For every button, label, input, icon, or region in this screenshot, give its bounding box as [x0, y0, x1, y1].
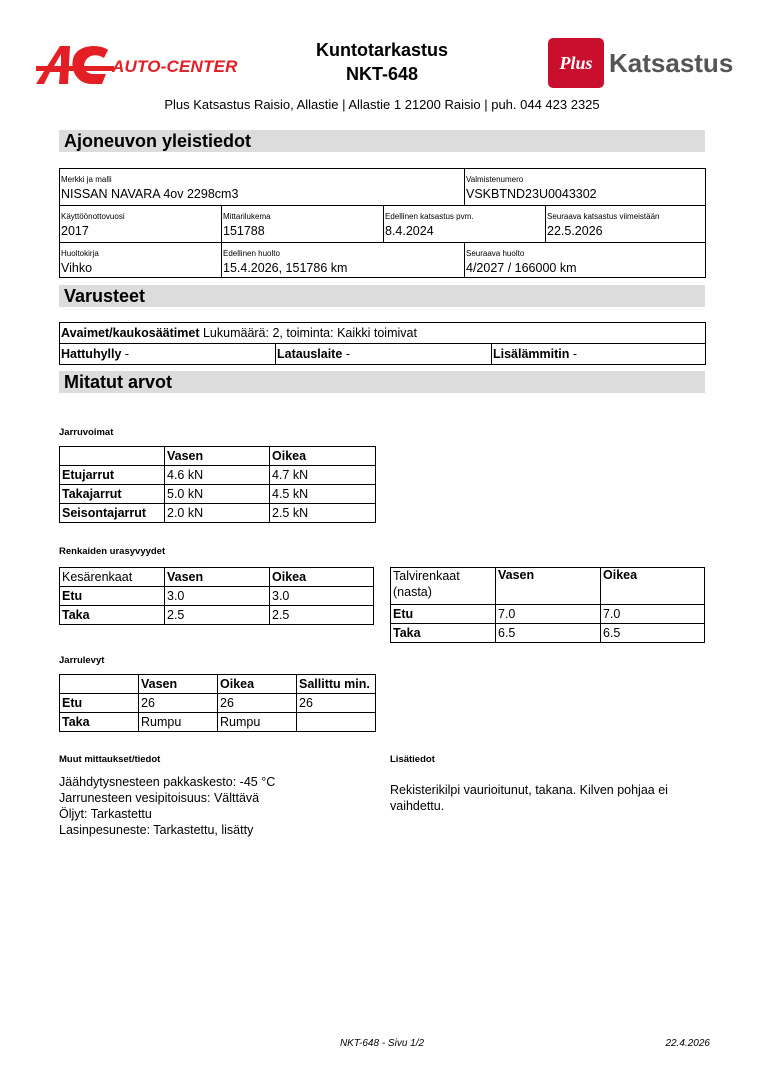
other-measurement-line: Jarrunesteen vesipitoisuus: Välttävä: [59, 791, 260, 805]
odometer-cell: [221, 206, 383, 242]
value-right: 3.0: [270, 587, 374, 606]
table-row: [391, 568, 705, 605]
make-cell: [60, 169, 464, 205]
col-right-header: Oikea: [601, 568, 705, 605]
extra-info-title: Lisätiedot: [390, 754, 435, 765]
document-title: Kuntotarkastus: [315, 40, 449, 60]
value-min: [297, 713, 376, 732]
winter-tires-name-line2: (nasta): [393, 585, 432, 599]
value-left: 2.5: [165, 606, 270, 625]
col-min-header: Sallittu min.: [297, 675, 376, 694]
equipment-row-keys: [60, 323, 705, 343]
hat-shelf-cell: [60, 344, 275, 364]
value-left: 4.6 kN: [165, 466, 270, 485]
col-left-header: Vasen: [139, 675, 218, 694]
plus-badge: Plus: [548, 38, 604, 88]
next-service-value: 4/2027 / 166000 km: [466, 261, 577, 275]
value-left: Rumpu: [139, 713, 218, 732]
next-inspection-value: 22.5.2026: [547, 224, 603, 238]
col-right-header: Oikea: [270, 447, 376, 466]
keys-cell: [60, 323, 417, 343]
service-book-label: Huoltokirja: [61, 249, 99, 258]
value-right: 4.7 kN: [270, 466, 376, 485]
keys-value: Lukumäärä: 2, toiminta: Kaikki toimivat: [199, 326, 417, 340]
value-right: 6.5: [601, 624, 705, 643]
tires-title: Renkaiden urasyvyydet: [59, 546, 166, 557]
value-right: Rumpu: [218, 713, 297, 732]
plus-katsastus-logo: [546, 38, 734, 90]
plus-logo-text: Katsastus: [609, 48, 734, 78]
make-value: NISSAN NAVARA 4ov 2298cm3: [61, 187, 239, 201]
table-row: [60, 694, 376, 713]
next-inspection-label: Seuraava katsastus viimeistään: [547, 212, 660, 221]
other-measurement-line: Öljyt: Tarkastettu: [59, 807, 152, 821]
vehicle-info-grid: [59, 168, 706, 278]
brake-discs-table: [59, 674, 376, 732]
row-name: Taka: [60, 713, 139, 732]
row-name: Etujarrut: [60, 466, 165, 485]
info-row-3: [60, 242, 705, 277]
auto-center-logo: [36, 44, 238, 86]
col-right-header: Oikea: [218, 675, 297, 694]
make-label: Merkki ja malli: [61, 175, 112, 184]
col-left-header: Vasen: [165, 447, 270, 466]
table-row: [60, 485, 376, 504]
footer-date: 22.4.2026: [665, 1038, 710, 1049]
summer-tires-table: [59, 567, 374, 625]
equipment-grid: [59, 322, 706, 365]
winter-tires-name-line1: Talvirenkaat: [393, 569, 460, 583]
brakes-title: Jarruvoimat: [59, 427, 114, 438]
table-row: [60, 587, 374, 606]
section-vehicle-title: Ajoneuvon yleistiedot: [59, 130, 705, 152]
prev-service-value: 15.4.2026, 151786 km: [223, 261, 348, 275]
table-cell-empty: [60, 675, 139, 694]
value-left: 2.0 kN: [165, 504, 270, 523]
service-book-value: Vihko: [61, 261, 93, 275]
next-inspection-cell: [545, 206, 704, 242]
row-name: Etu: [391, 605, 496, 624]
col-left-header: Vasen: [165, 568, 270, 587]
value-right: 4.5 kN: [270, 485, 376, 504]
value-left: 6.5: [496, 624, 601, 643]
year-cell: [60, 206, 221, 242]
value-left: 3.0: [165, 587, 270, 606]
col-left-header: Vasen: [496, 568, 601, 605]
equipment-row-items: [60, 343, 705, 364]
info-row-2: [60, 205, 705, 242]
next-service-cell: [464, 243, 704, 277]
vin-value: VSKBTND23U0043302: [466, 187, 597, 201]
value-right: 2.5: [270, 606, 374, 625]
section-measured-title: Mitatut arvot: [59, 371, 705, 393]
table-cell-empty: [60, 447, 165, 466]
heater-value: -: [569, 347, 578, 361]
summer-tires-name: Kesärenkaat: [60, 568, 165, 587]
hat-shelf-label: Hattuhylly: [61, 347, 122, 361]
heater-cell: [491, 344, 704, 364]
value-right: 2.5 kN: [270, 504, 376, 523]
brake-forces-table: [59, 446, 376, 523]
odometer-value: 151788: [223, 224, 265, 238]
prev-inspection-label: Edellinen katsastus pvm.: [385, 212, 474, 221]
vin-cell: [464, 169, 704, 205]
value-min: 26: [297, 694, 376, 713]
service-book-cell: [60, 243, 221, 277]
section-equipment-title: Varusteet: [59, 285, 705, 307]
other-measurements-title: Muut mittaukset/tiedot: [59, 754, 161, 765]
year-value: 2017: [61, 224, 89, 238]
odometer-label: Mittarilukema: [223, 212, 271, 221]
heater-label: Lisälämmitin: [493, 347, 570, 361]
table-row: [60, 606, 374, 625]
prev-service-label: Edellinen huolto: [223, 249, 280, 258]
other-measurements-list: [59, 774, 275, 838]
col-right-header: Oikea: [270, 568, 374, 587]
ac-logo-icon: [36, 44, 116, 86]
other-measurement-line: Jäähdytysnesteen pakkaskesto: -45 °C: [59, 775, 276, 789]
value-left: 26: [139, 694, 218, 713]
table-row: [60, 466, 376, 485]
row-name: Takajarrut: [60, 485, 165, 504]
extra-info-text: Rekisterikilpi vaurioitunut, takana. Kilven pohjaa ei vaihdettu.: [390, 783, 668, 813]
prev-inspection-value: 8.4.2024: [385, 224, 434, 238]
charger-label: Latauslaite: [277, 347, 343, 361]
table-row: [60, 504, 376, 523]
info-row-1: [60, 169, 705, 205]
next-service-label: Seuraava huolto: [466, 249, 525, 258]
plate-number: NKT-648: [345, 64, 419, 84]
table-row: [60, 447, 376, 466]
vin-label: Valmistenumero: [466, 175, 524, 184]
table-row: [391, 605, 705, 624]
discs-title: Jarrulevyt: [59, 655, 105, 666]
auto-center-logo-text: AUTO-CENTER: [112, 57, 238, 76]
table-row: [60, 713, 376, 732]
winter-tires-table: [390, 567, 705, 643]
charger-cell: [275, 344, 491, 364]
table-row: [391, 624, 705, 643]
prev-service-cell: [221, 243, 464, 277]
table-row: [60, 675, 376, 694]
other-measurement-line: Lasinpesuneste: Tarkastettu, lisätty: [59, 823, 254, 837]
value-right: 26: [218, 694, 297, 713]
table-row: [60, 568, 374, 587]
hat-shelf-value: -: [121, 347, 130, 361]
station-info: Plus Katsastus Raisio, Allastie | Allastie 1 21200 Raisio | puh. 044 423 2325: [164, 97, 600, 112]
value-left: 5.0 kN: [165, 485, 270, 504]
keys-label: Avaimet/kaukosäätimet: [61, 326, 200, 340]
row-name: Etu: [60, 587, 165, 606]
row-name: Etu: [60, 694, 139, 713]
row-name: Taka: [60, 606, 165, 625]
row-name: Taka: [391, 624, 496, 643]
prev-inspection-cell: [383, 206, 545, 242]
row-name: Seisontajarrut: [60, 504, 165, 523]
value-right: 7.0: [601, 605, 705, 624]
value-left: 7.0: [496, 605, 601, 624]
charger-value: -: [342, 347, 350, 361]
winter-tires-name: [391, 568, 496, 605]
footer-page: NKT-648 - Sivu 1/2: [339, 1038, 425, 1049]
year-label: Käyttöönottovuosi: [61, 212, 125, 221]
